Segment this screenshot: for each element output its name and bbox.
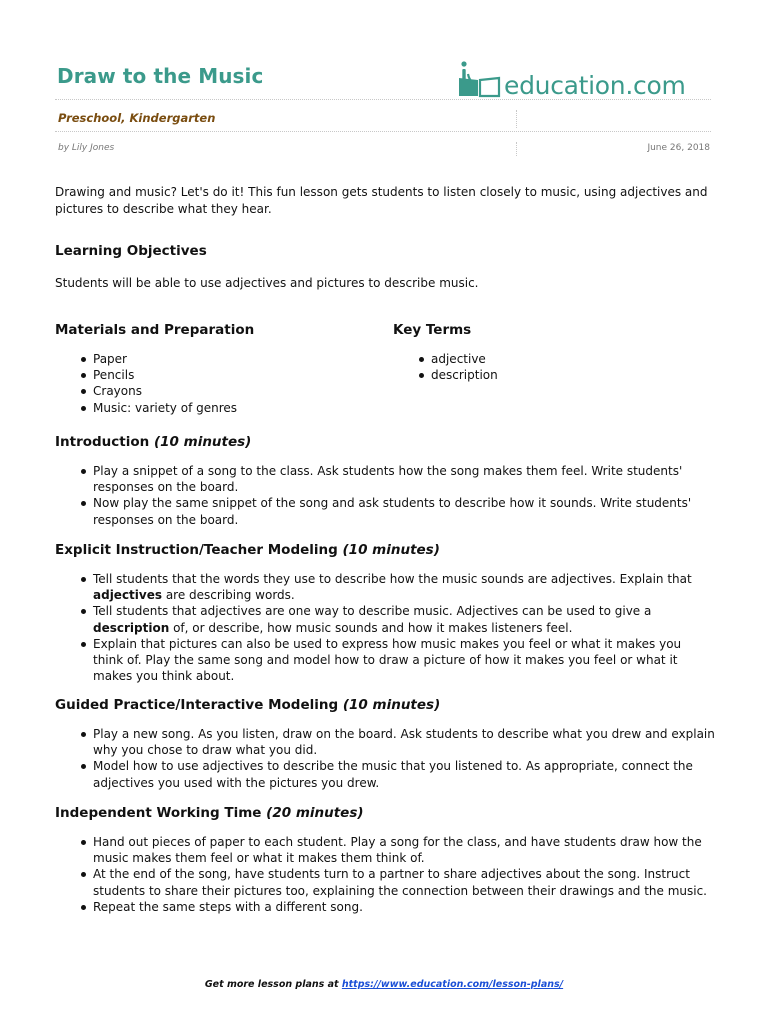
key-terms-heading: Key Terms (393, 322, 472, 338)
list-item: Crayons (55, 383, 375, 399)
publish-date: June 26, 2018 (647, 143, 710, 153)
list-item: Paper (55, 351, 375, 367)
education-logo[interactable] (456, 58, 686, 98)
guided-practice-list (55, 726, 715, 791)
lesson-plans-link[interactable]: https://www.education.com/lesson-plans/ (341, 979, 564, 990)
list-item: adjective (393, 351, 693, 367)
list-item: Model how to use adjectives to describe the music that you listened to. As appropriate, connect the adjectives you used with the pictures you drew. (55, 758, 715, 790)
explicit-instruction-heading: Explicit Instruction/Teacher Modeling (10 minutes) (55, 542, 440, 558)
list-item: Now play the same snippet of the song and ask students to describe how it sounds. Write students' responses on the board. (55, 495, 695, 527)
explicit-instruction-list (55, 571, 715, 684)
materials-list (55, 351, 375, 416)
list-item: description (393, 367, 693, 383)
list-item: Pencils (55, 367, 375, 383)
introduction-heading: Introduction (10 minutes) (55, 434, 252, 450)
learning-objectives-text: Students will be able to use adjectives and pictures to describe music. (55, 276, 479, 290)
header-vertical-divider (516, 110, 517, 128)
materials-heading: Materials and Preparation (55, 322, 255, 338)
book-reader-logo-icon (456, 60, 502, 98)
list-item: Hand out pieces of paper to each student. Play a song for the class, and have students draw how the music makes them feel or what it makes them think of. (55, 834, 715, 866)
guided-practice-heading: Guided Practice/Interactive Modeling (10 minutes) (55, 697, 441, 713)
grade-levels: Preschool, Kindergarten (58, 111, 216, 125)
list-item: Music: variety of genres (55, 400, 375, 416)
meta-divider (55, 131, 711, 132)
list-item: Play a snippet of a song to the class. Ask students how the song makes them feel. Write students' responses on the board. (55, 463, 695, 495)
footer-text: Get more lesson plans at (204, 979, 342, 990)
key-terms-list (393, 351, 693, 383)
footer (0, 979, 768, 990)
meta-vertical-divider (516, 142, 517, 156)
independent-working-heading: Independent Working Time (20 minutes) (55, 805, 364, 821)
list-item: Play a new song. As you listen, draw on the board. Ask students to describe what you drew and explain why you chose to draw what you did. (55, 726, 715, 758)
list-item: Repeat the same steps with a different song. (55, 899, 715, 915)
author: by Lily Jones (58, 143, 115, 153)
list-item: At the end of the song, have students turn to a partner to share adjectives about the song. Instruct students to share their pictures too, explaining the connection between their drawings and the music. (55, 866, 715, 898)
lesson-intro: Drawing and music? Let's do it! This fun lesson gets students to listen closely to music, using adjectives and pictures to describe what they hear. (55, 185, 708, 216)
independent-working-list (55, 834, 715, 915)
logo-text: education.com (504, 71, 686, 100)
header-divider (55, 99, 711, 100)
list-item: Tell students that adjectives are one way to describe music. Adjectives can be used to give a description of, or describe, how music sounds and how it makes listeners feel. (55, 603, 715, 635)
introduction-list (55, 463, 695, 528)
page-title: Draw to the Music (57, 64, 264, 88)
list-item: Tell students that the words they use to describe how the music sounds are adjectives. Explain that adjectives are describing words. (55, 571, 715, 603)
learning-objectives-heading: Learning Objectives (55, 243, 207, 259)
list-item: Explain that pictures can also be used to express how music makes you feel or what it makes you think of. Play the same song and model how to draw a picture of how it makes you feel or what it makes you think about. (55, 636, 715, 685)
